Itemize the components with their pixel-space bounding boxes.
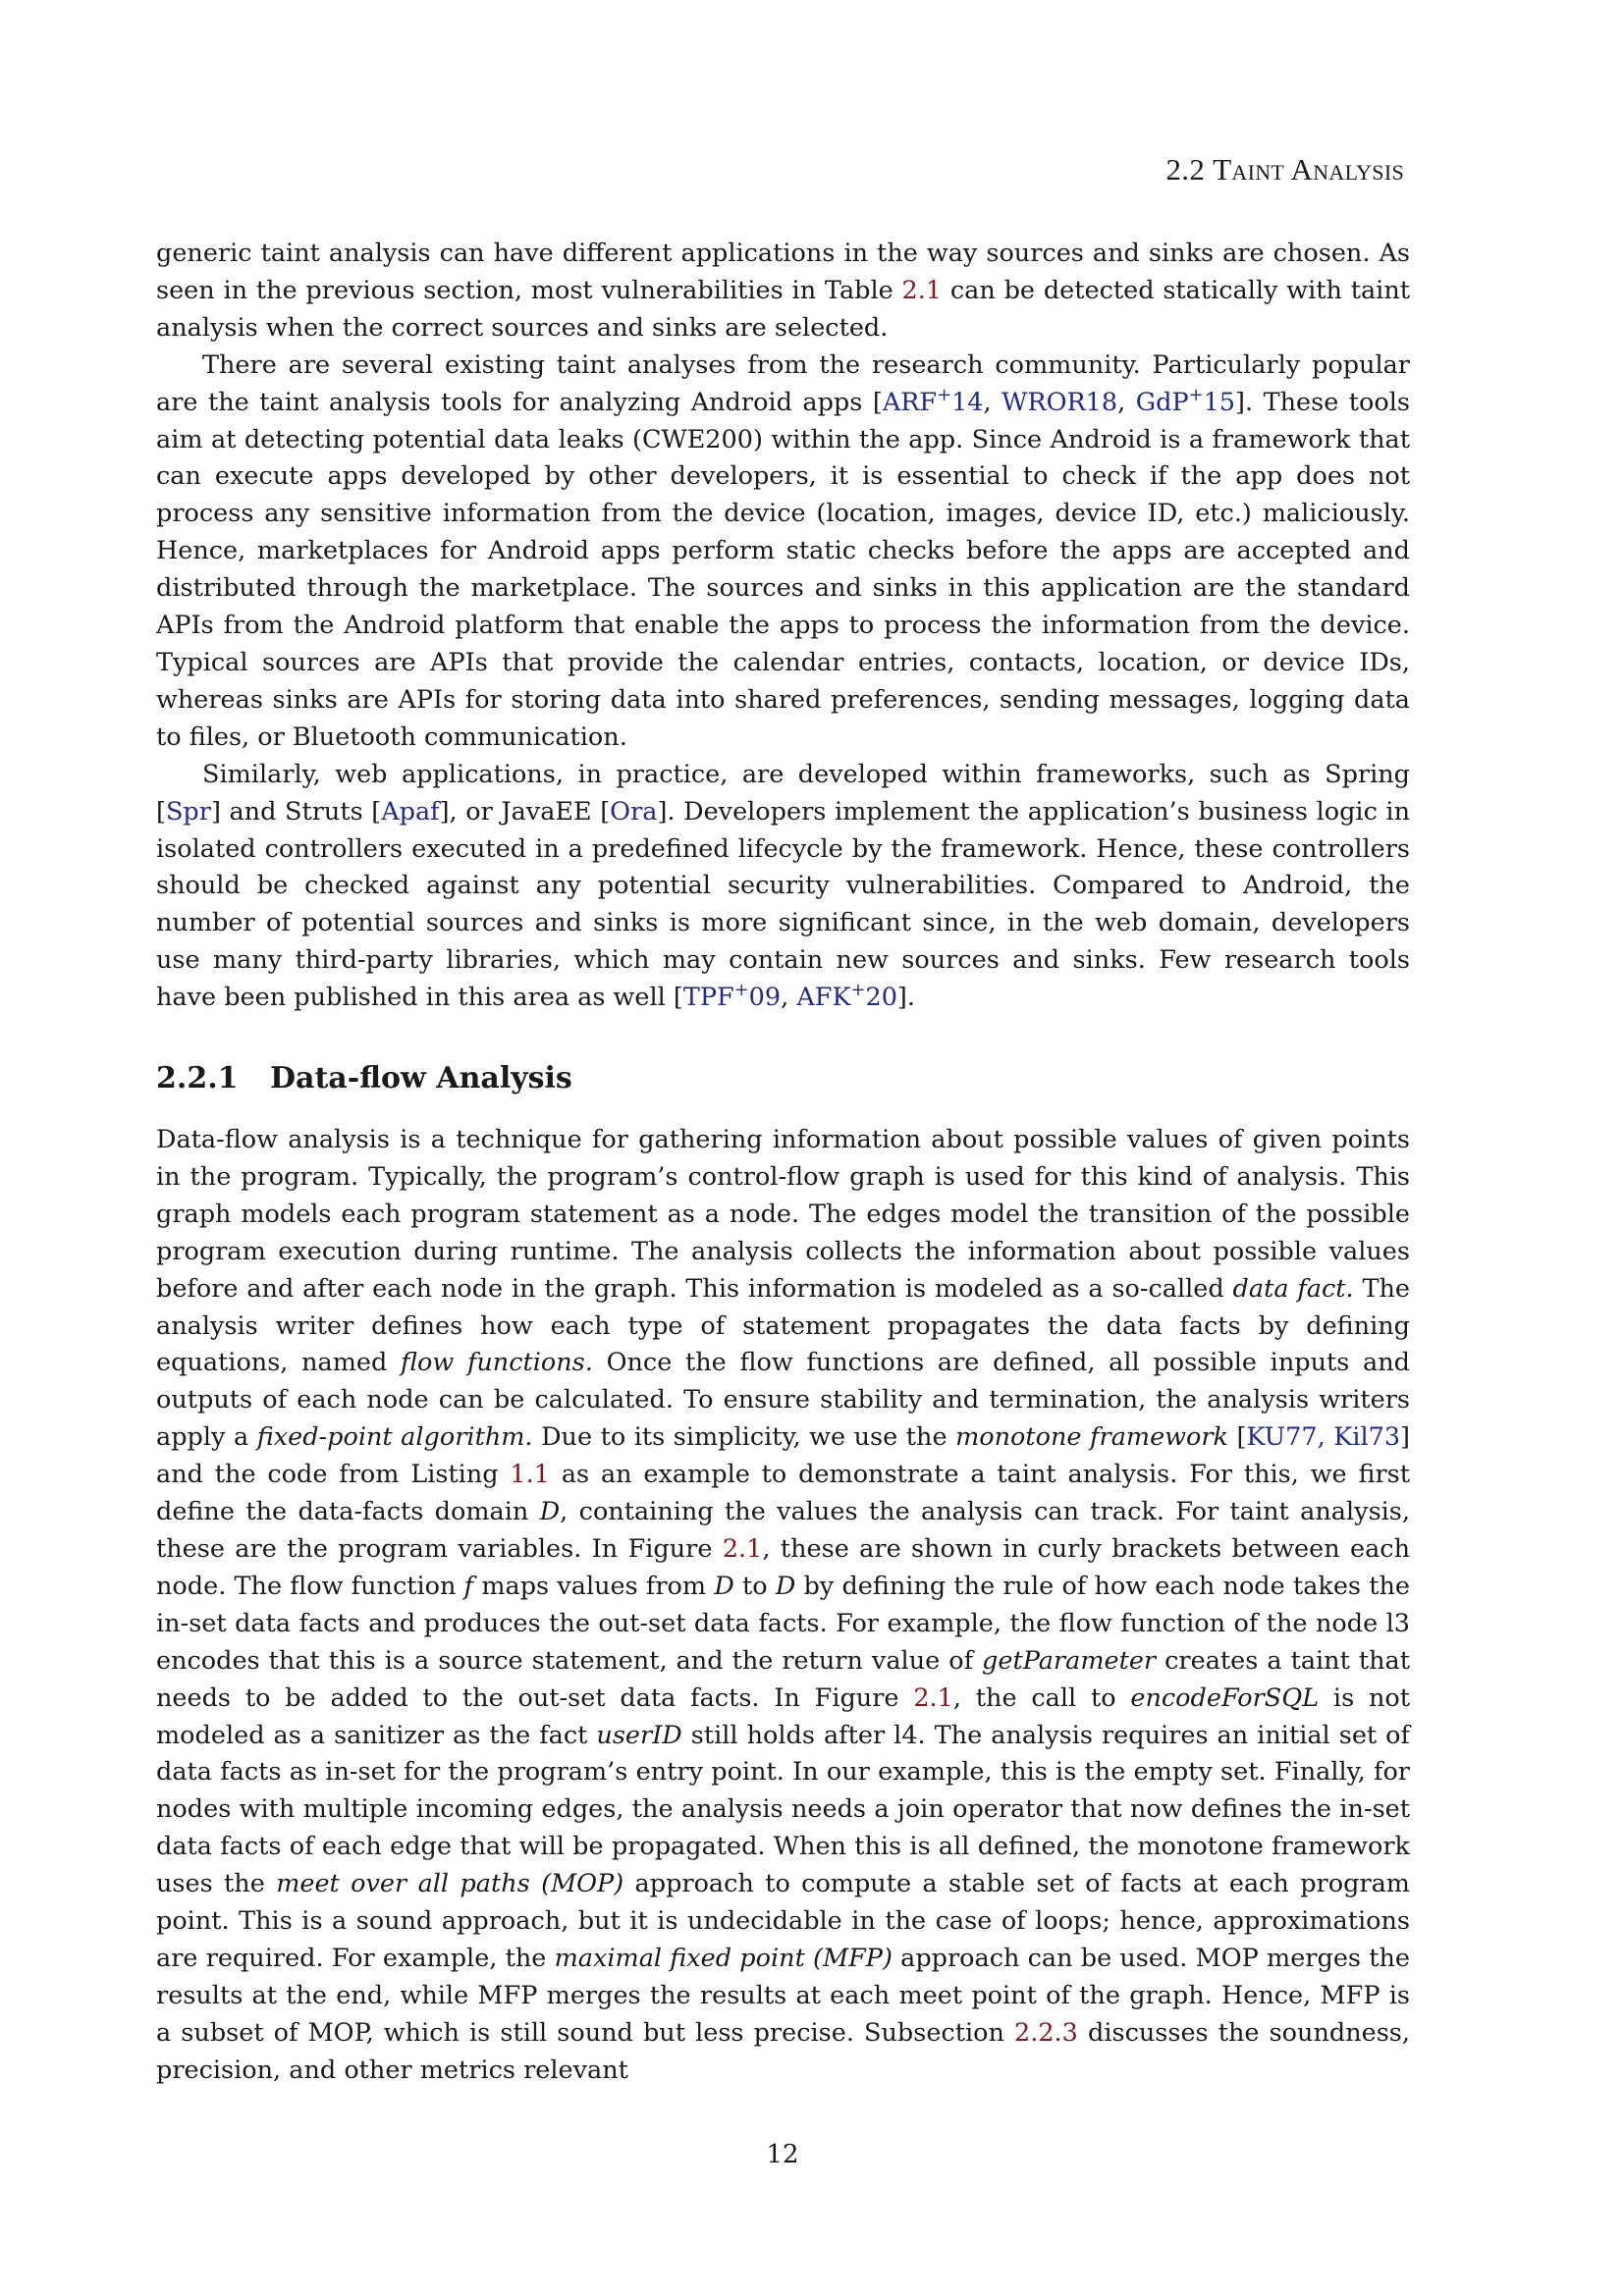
text-run: The analysis writer defines how each type of statement propagates the data facts by defining equations, named xyxy=(156,1273,1410,1378)
citation-year: 20 xyxy=(865,983,897,1013)
emphasis: flow functions. xyxy=(401,1348,593,1378)
text-run: , xyxy=(781,983,797,1013)
math-symbol: D xyxy=(775,1571,796,1601)
paragraph-3 xyxy=(156,757,1410,1017)
citation-year: 09 xyxy=(748,983,782,1013)
text-run: , containing the values the analysis can track. For taint analysis, these are the program variables. In Figure xyxy=(156,1497,1411,1564)
emphasis: getParameter xyxy=(982,1645,1157,1676)
text-run: can be detected statically with taint analysis when the correct sources and sinks are selected. xyxy=(156,275,1410,343)
citation-separator: , xyxy=(1317,1422,1334,1453)
emphasis: monotone framework xyxy=(955,1422,1228,1453)
body-text-bottom xyxy=(156,1122,1410,2090)
math-symbol: f xyxy=(463,1571,474,1601)
text-run: ]. Developers implement the application’s business logic in isolated controllers executed in a predefined lifecycle by the framework. Hence, these controllers should be checked against any potential security vulnerabilities. Compared to Android, the number of potential sources and sinks is more significant since, in the web domain, developers use many third-party libraries, which may contain new sources and sinks. Few research tools have been published in this area as well [ xyxy=(156,796,1411,1013)
math-symbol: D xyxy=(539,1497,561,1527)
citation-link[interactable]: WROR18 xyxy=(1001,387,1118,417)
listing-reference-link[interactable]: 1.1 xyxy=(510,1460,550,1490)
citation-key: ARF xyxy=(882,387,938,417)
citation-year: 14 xyxy=(951,387,984,417)
paragraph-4 xyxy=(156,1122,1410,2090)
section-title: Data-flow Analysis xyxy=(270,1061,572,1095)
figure-reference-link[interactable]: 2.1 xyxy=(913,1682,953,1713)
emphasis: meet over all paths (MOP) xyxy=(276,1869,624,1899)
text-run: , xyxy=(1117,387,1136,417)
text-run: generic taint analysis can have different applications in the way sources and sinks are chosen. As seen in the previous section, most vulnerabilities in Table xyxy=(156,239,1410,305)
text-run: by defining the rule of how each node takes the in-set data facts and produces the out-set data facts. For example, the flow function of the node l3 encodes that this is a source statement, and the return value of xyxy=(156,1571,1411,1676)
citation-superscript: + xyxy=(937,384,952,405)
body-text-top xyxy=(156,236,1410,1017)
citation-link[interactable] xyxy=(682,980,782,1013)
text-run: as an example to demonstrate a taint analysis. For this, we first define the data-facts domain xyxy=(156,1460,1410,1527)
text-run: There are several existing taint analyses from the research community. Particularly popular are the taint analysis tools for analyzing Android apps [ xyxy=(156,349,1410,417)
emphasis: userID xyxy=(596,1720,682,1750)
citation-superscript: + xyxy=(733,980,749,1001)
text-run: Due to its simplicity, we use the xyxy=(532,1422,956,1453)
text-run: is not modeled as a sanitizer as the fact xyxy=(156,1682,1410,1750)
text-run: , xyxy=(983,387,1002,417)
text-run: to xyxy=(733,1571,776,1601)
text-run: maps values from xyxy=(473,1571,715,1601)
text-run: creates a taint that needs to be added to the out-set data facts. In Figure xyxy=(156,1645,1410,1713)
section-heading xyxy=(156,1061,572,1095)
text-run: still holds after l4. The analysis requires an initial set of data facts as in-set for the program’s entry point. In our example, this is the empty set. Finally, for nodes with multiple incoming edges, the analysis needs a join operator that now defines the in-set data facts of each edge that will be propagated. When this is all defined, the monotone framework uses the xyxy=(156,1720,1410,1899)
citation-link[interactable]: Kil73 xyxy=(1333,1422,1401,1453)
citation-link[interactable]: Ora xyxy=(610,796,658,827)
emphasis: data fact. xyxy=(1232,1273,1354,1304)
citation-link[interactable]: Spr xyxy=(165,796,211,827)
citation-key: AFK xyxy=(796,983,851,1013)
header-section-title: Taint Analysis xyxy=(1213,152,1404,187)
page-number: 12 xyxy=(766,2140,799,2169)
text-run: approach can be used. MOP merges the results at the end, while MFP merges the results at each meet point of the graph. Hence, MFP is a subset of MOP, which is still sound but less precise. Subsection xyxy=(156,1943,1410,2048)
header-section-number: 2.2 xyxy=(1165,152,1206,187)
subsection-reference-link[interactable]: 2.2.3 xyxy=(1014,2017,1078,2048)
paragraph-2 xyxy=(156,347,1410,757)
citation-link[interactable] xyxy=(796,980,897,1013)
citation-link[interactable] xyxy=(882,384,984,417)
text-run: discusses the soundness, precision, and other metrics relevant xyxy=(156,2017,1410,2085)
table-reference-link[interactable]: 2.1 xyxy=(901,275,943,305)
citation-link[interactable] xyxy=(1135,384,1236,417)
text-run: Once the flow functions are defined, all possible inputs and outputs of each node can be calculated. To ensure stability and termination, the analysis writers apply a xyxy=(156,1348,1410,1453)
text-run: ]. These tools aim at detecting potential data leaks (CWE200) within the app. Since Android is a framework that can execute apps developed by other developers, it is essential to check if the app does not process any sensitive information from the device (location, images, device ID, etc.) maliciously. Hence, marketplaces for Android apps perform static checks before the apps are accepted and distributed through the marketplace. The sources and sinks in this application are the standard APIs from the Android platform that enable the apps to process the information from the device. Typical sources are APIs that provide the calendar entries, contacts, location, or device IDs, whereas sinks are APIs for storing data into shared preferences, sending messages, logging data to files, or Bluetooth communication. xyxy=(156,387,1410,752)
text-run: , the call to xyxy=(952,1682,1131,1713)
text-run: ] and Struts [ xyxy=(210,796,382,827)
emphasis: fixed-point algorithm. xyxy=(256,1422,533,1453)
citation-superscript: + xyxy=(1188,384,1204,405)
text-run: [ xyxy=(1227,1422,1247,1453)
citation-superscript: + xyxy=(850,980,866,1001)
citation-key: GdP xyxy=(1135,387,1189,417)
emphasis: maximal fixed point (MFP) xyxy=(554,1943,893,1973)
citation-link[interactable]: Apaf xyxy=(381,796,440,827)
text-run: Similarly, web applications, in practice, are developed within frameworks, such as Spring [ xyxy=(156,759,1410,827)
paragraph-1 xyxy=(156,236,1410,347)
text-run: , these are shown in curly brackets between each node. The flow function xyxy=(156,1533,1410,1601)
figure-reference-link[interactable]: 2.1 xyxy=(722,1533,763,1564)
text-run: ]. xyxy=(896,983,915,1013)
math-symbol: D xyxy=(714,1571,734,1601)
text-run: ] and the code from Listing xyxy=(156,1422,1410,1490)
text-run: approach to compute a stable set of facts at each program point. This is a sound approach, but it is undecidable in the case of loops; hence, approximations are required. For example, the xyxy=(156,1869,1410,1973)
section-number: 2.2.1 xyxy=(156,1061,239,1095)
text-run: ], or JavaEE [ xyxy=(439,796,611,827)
emphasis: encodeForSQL xyxy=(1130,1682,1320,1713)
running-header xyxy=(1165,152,1404,187)
citation-year: 15 xyxy=(1203,387,1236,417)
citation-key: TPF xyxy=(682,983,734,1013)
text-run: Data-flow analysis is a technique for gathering information about possible values of given points in the program. Typically, the program’s control-flow graph is used for this kind of analysis. This graph models each program statement as a node. The edges model the transition of the possible program execution during runtime. The analysis collects the information about possible values before and after each node in the graph. This information is modeled as a so-called xyxy=(156,1125,1410,1304)
citation-link[interactable]: KU77 xyxy=(1246,1422,1318,1453)
